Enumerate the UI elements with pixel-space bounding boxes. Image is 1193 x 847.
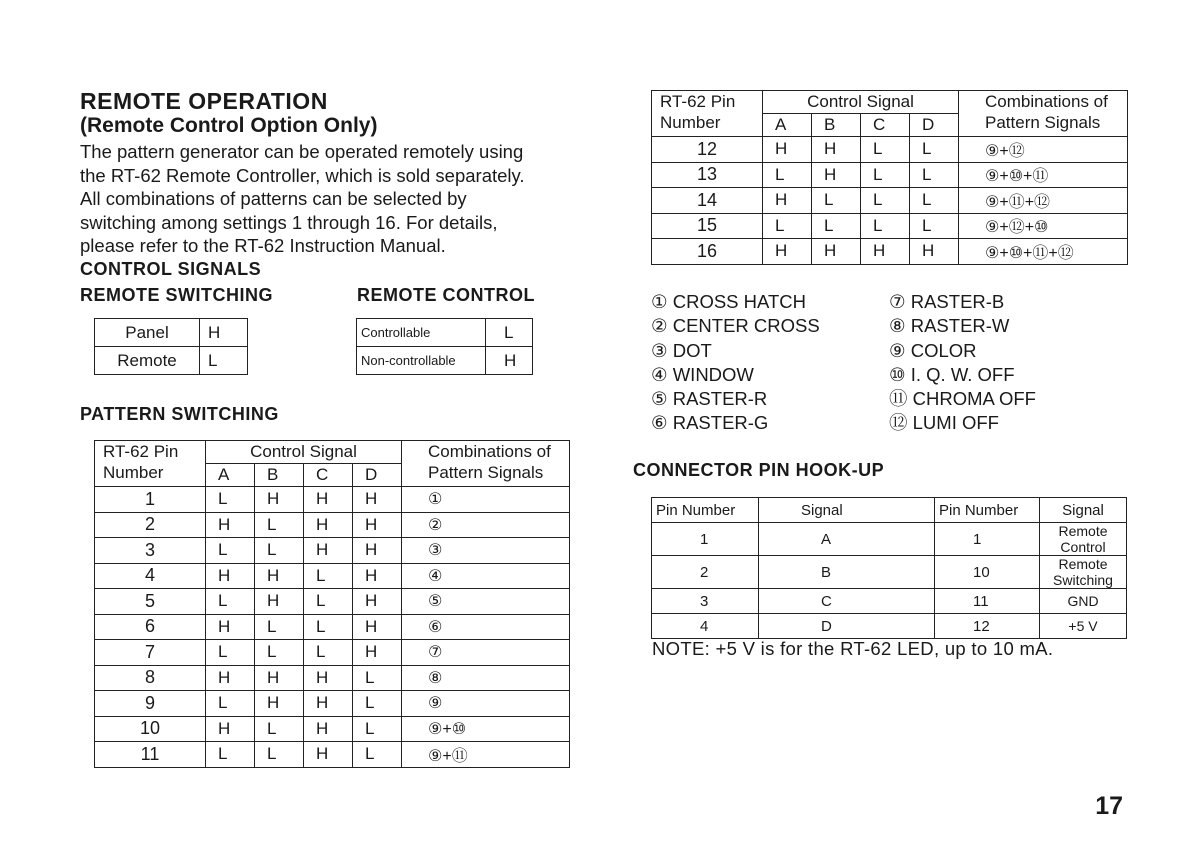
pattern-legend [651,290,1131,436]
table-row [652,162,1128,188]
combination-cell: ⑨+⑪+⑫ [959,188,1128,214]
intro-line: The pattern generator can be operated remotely using [80,141,524,162]
table-row [95,614,570,640]
signal-level-cell: H [353,512,402,538]
pin-number-cell: 2 [652,556,759,589]
legend-item: ⑥ RASTER-G [651,412,769,434]
combinations-header [959,91,1128,137]
combinations-header-line: Pattern Signals [428,463,544,482]
combination-cell: ⑧ [402,665,570,691]
pin-header-label: RT-62 Pin [103,442,179,461]
signal-level-cell: L [255,640,304,666]
table-row [652,614,1127,639]
legend-item: ⑪ CHROMA OFF [889,388,1036,410]
col-a-header: A [206,464,255,487]
remote-switching-heading: REMOTE SWITCHING [80,285,273,305]
signal-level-cell: L [812,213,861,239]
legend-row [651,363,1131,387]
connector-heading: CONNECTOR PIN HOOK-UP [633,460,885,480]
table-row [95,589,570,615]
signal-level-cell: H [304,716,353,742]
combination-cell: ⑥ [402,614,570,640]
col-b-header: B [812,114,861,137]
page-number: 17 [1095,792,1123,820]
table-header-row [652,498,1127,523]
combination-cell: ⑨+⑫ [959,137,1128,163]
legend-item: ⑫ LUMI OFF [889,412,999,434]
pin-number-header [95,441,206,487]
signal-header: Signal [1040,498,1127,523]
intro-line: switching among settings 1 through 16. For details, [80,211,498,233]
signal-level-cell: L [255,512,304,538]
table-row [95,538,570,564]
page-subtitle: (Remote Control Option Only) [80,114,378,137]
signal-level-cell: H [304,538,353,564]
control-signal-header: Control Signal [763,91,959,114]
signal-level-cell: L [353,716,402,742]
pin-number-cell: 1 [95,487,206,513]
pin-number-cell: 10 [95,716,206,742]
table-header-row [95,441,570,464]
pin-number-cell: 7 [95,640,206,666]
signal-level-cell: L [255,716,304,742]
signal-level-cell: H [910,239,959,265]
table-row [95,347,248,375]
legend-item: ⑩ I. Q. W. OFF [889,363,1015,385]
col-d-header: D [353,464,402,487]
legend-row [651,411,1131,435]
pin-number-cell: 11 [95,742,206,768]
signal-cell: Remote Control [1040,523,1127,556]
combination-cell: ③ [402,538,570,564]
signal-level-cell: L [861,137,910,163]
signal-cell: C [759,589,935,614]
table-cell: Non-controllable [357,347,486,375]
remote-control-heading: REMOTE CONTROL [357,285,535,305]
combination-cell: ⑨+⑩+⑪ [959,162,1128,188]
signal-level-cell: H [304,512,353,538]
legend-row [651,290,1131,314]
col-a-header: A [763,114,812,137]
pin-number-cell: 8 [95,665,206,691]
table-row [652,188,1128,214]
signal-level-cell: L [910,188,959,214]
signal-level-cell: L [353,691,402,717]
signal-cell: A [759,523,935,556]
table-row [652,556,1127,589]
col-b-header: B [255,464,304,487]
signal-level-cell: L [763,162,812,188]
signal-level-cell: L [861,213,910,239]
intro-line: the RT-62 Remote Controller, which is sold separately. [80,164,525,186]
intro-line: please refer to the RT-62 Instruction Manual. [80,235,446,257]
remote-switching-table [94,318,248,375]
signal-level-cell: H [255,487,304,513]
pin-number-cell: 4 [95,563,206,589]
pin-number-cell: 2 [95,512,206,538]
combinations-header-line: Pattern Signals [985,113,1101,132]
table-row [95,665,570,691]
combination-cell: ⑨+⑩ [402,716,570,742]
signal-level-cell: H [255,691,304,717]
signal-level-cell: H [255,563,304,589]
signal-level-cell: H [206,665,255,691]
signal-level-cell: L [206,487,255,513]
pin-number-header [652,91,763,137]
signal-level-cell: L [861,162,910,188]
pin-number-cell: 4 [652,614,759,639]
intro-paragraph [80,140,572,258]
signal-level-cell: L [206,691,255,717]
legend-item: ① CROSS HATCH [651,291,807,312]
pin-number-cell: 3 [652,589,759,614]
legend-item: ⑤ RASTER-R [651,388,768,410]
pin-number-cell: 10 [935,556,1040,589]
signal-level-cell: L [304,563,353,589]
pin-number-cell: 6 [95,614,206,640]
combination-cell: ② [402,512,570,538]
connector-table [651,497,1127,639]
combination-cell: ⑨ [402,691,570,717]
legend-item: ④ WINDOW [651,363,754,385]
signal-cell: D [759,614,935,639]
signal-level-cell: L [910,137,959,163]
legend-row [651,314,1131,338]
table-row [652,589,1127,614]
pin-number-cell: 5 [95,589,206,615]
signal-level-cell: L [910,213,959,239]
signal-level-cell: H [304,487,353,513]
signal-level-cell: H [304,691,353,717]
signal-level-cell: H [812,137,861,163]
combination-cell: ① [402,487,570,513]
pin-number-cell: 14 [652,188,763,214]
signal-level-cell: H [353,487,402,513]
pin-number-cell: 1 [652,523,759,556]
signal-level-cell: H [353,640,402,666]
signal-cell: GND [1040,589,1127,614]
table-cell: L [200,347,248,375]
combination-cell: ⑨+⑫+⑩ [959,213,1128,239]
table-cell: Controllable [357,319,486,347]
col-c-header: C [861,114,910,137]
signal-level-cell: L [861,188,910,214]
table-row [357,347,533,375]
table-header-row [652,91,1128,114]
signal-level-cell: L [763,213,812,239]
note-text: NOTE: +5 V is for the RT-62 LED, up to 10 mA. [652,638,1054,659]
signal-level-cell: L [304,614,353,640]
pin-number-cell: 12 [652,137,763,163]
signal-level-cell: L [206,538,255,564]
table-row [95,691,570,717]
table-row [95,716,570,742]
pin-number-header: Pin Number [652,498,759,523]
pin-number-cell: 11 [935,589,1040,614]
table-row [95,563,570,589]
signal-level-cell: H [353,538,402,564]
pin-number-cell: 15 [652,213,763,239]
table-row [95,742,570,768]
signal-level-cell: L [206,589,255,615]
signal-level-cell: H [255,665,304,691]
legend-item: ⑧ RASTER-W [889,315,1010,337]
signal-level-cell: L [206,640,255,666]
pattern-switching-table [94,440,570,768]
signal-level-cell: H [206,716,255,742]
signal-level-cell: L [206,742,255,768]
legend-item: ⑨ COLOR [889,339,977,361]
signal-cell: +5 V [1040,614,1127,639]
signal-level-cell: L [255,742,304,768]
table-row [652,239,1128,265]
table-cell: Remote [95,347,200,375]
table-row [95,319,248,347]
combination-cell: ⑨+⑪ [402,742,570,768]
number-header-label: Number [660,113,721,132]
signal-level-cell: H [763,239,812,265]
signal-cell: B [759,556,935,589]
table-cell: L [486,319,533,347]
signal-level-cell: H [812,239,861,265]
signal-level-cell: H [861,239,910,265]
signal-level-cell: L [304,589,353,615]
signal-level-cell: H [206,512,255,538]
legend-item: ⑦ RASTER-B [889,291,1005,312]
legend-item: ② CENTER CROSS [651,315,820,337]
signal-level-cell: H [353,589,402,615]
signal-level-cell: L [353,742,402,768]
pin-number-cell: 13 [652,162,763,188]
table-row [95,512,570,538]
table-cell: Panel [95,319,200,347]
col-d-header: D [910,114,959,137]
control-signals-heading: CONTROL SIGNALS [80,259,262,279]
signal-level-cell: H [255,589,304,615]
combination-cell: ④ [402,563,570,589]
pin-number-cell: 16 [652,239,763,265]
combination-cell: ⑤ [402,589,570,615]
signal-cell: Remote Switching [1040,556,1127,589]
signal-level-cell: H [353,614,402,640]
signal-level-cell: H [763,188,812,214]
signal-level-cell: H [763,137,812,163]
signal-level-cell: H [812,162,861,188]
intro-line: All combinations of patterns can be selected by [80,188,467,210]
table-row [95,487,570,513]
combinations-header [402,441,570,487]
number-header-label: Number [103,463,164,482]
remote-control-table [356,318,533,375]
pin-header-label: RT-62 Pin [660,92,736,111]
table-row [652,213,1128,239]
signal-level-cell: L [255,614,304,640]
signal-level-cell: H [206,563,255,589]
pin-number-cell: 1 [935,523,1040,556]
pattern-switching-heading: PATTERN SWITCHING [80,404,279,424]
pin-number-cell: 12 [935,614,1040,639]
table-row [95,640,570,666]
combination-cell: ⑦ [402,640,570,666]
combinations-header-line: Combinations of [985,92,1108,111]
legend-rows [651,290,1131,436]
pin-number-cell: 3 [95,538,206,564]
signal-header: Signal [759,498,935,523]
col-c-header: C [304,464,353,487]
signal-level-cell: L [812,188,861,214]
table-row [357,319,533,347]
legend-item: ③ DOT [651,339,712,361]
signal-level-cell: H [353,563,402,589]
combination-cell: ⑨+⑩+⑪+⑫ [959,239,1128,265]
table-row [652,137,1128,163]
signal-level-cell: H [304,665,353,691]
legend-row [651,387,1131,411]
signal-level-cell: L [255,538,304,564]
signal-level-cell: L [910,162,959,188]
combinations-header-line: Combinations of [428,442,551,461]
pattern-switching-table-continued [651,90,1128,265]
signal-level-cell: H [206,614,255,640]
table-cell: H [200,319,248,347]
pin-number-header: Pin Number [935,498,1040,523]
signal-level-cell: H [304,742,353,768]
signal-level-cell: L [353,665,402,691]
table-row [652,523,1127,556]
page-title: REMOTE OPERATION [80,88,328,114]
control-signal-header: Control Signal [206,441,402,464]
legend-row [651,339,1131,363]
signal-level-cell: L [304,640,353,666]
pin-number-cell: 9 [95,691,206,717]
table-cell: H [486,347,533,375]
